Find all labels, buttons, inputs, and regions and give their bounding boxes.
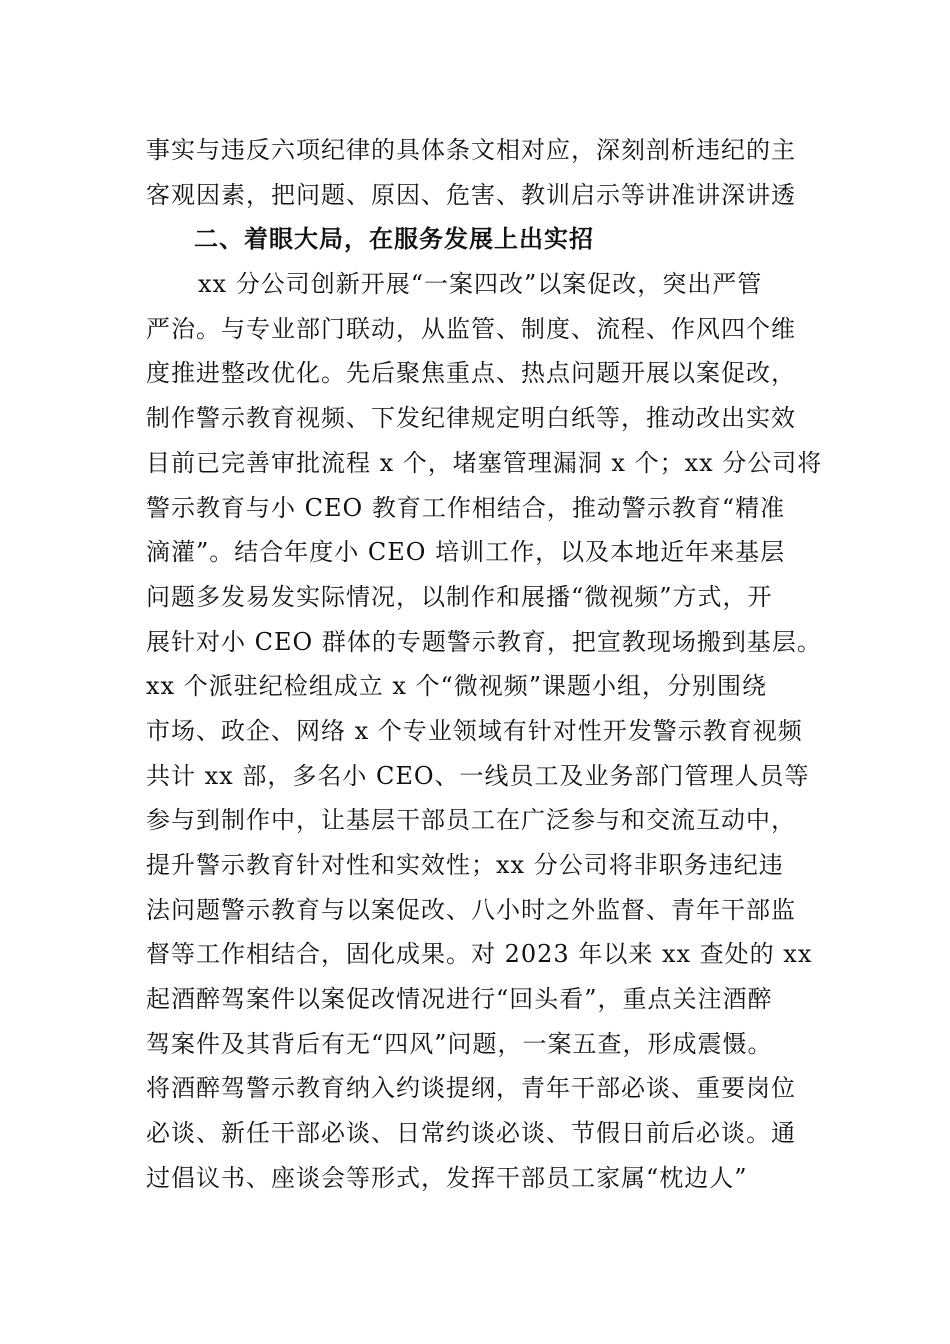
text-line: 市场、政企、网络 x 个专业领域有针对性开发警示教育视频 (146, 716, 803, 745)
text-line: 制作警示教育视频、下发纪律规定明白纸等，推动改出实效 (146, 404, 796, 433)
text-line: 起酒醉驾案件以案促改情况进行“回头看”，重点关注酒醉 (146, 985, 773, 1014)
text-line: 提升警示教育针对性和实效性；xx 分公司将非职务违纪违 (146, 851, 784, 879)
text-line: 参与到制作中，让基层干部员工在广泛参与和交流互动中， (146, 806, 796, 835)
text-line: 度推进整改优化。先后聚焦重点、热点问题开展以案促改， (146, 359, 796, 388)
body-text (146, 128, 826, 1201)
text-line: 过倡议书、座谈会等形式，发挥干部员工家属“枕边人” (146, 1163, 748, 1192)
text-line: 目前已完善审批流程 x 个，堵塞管理漏洞 x 个；xx 分公司将 (146, 448, 823, 477)
text-line: 滴灌”。结合年度小 CEO 培训工作，以及本地近年来基层 (146, 538, 786, 567)
text-line: 将酒醉驾警示教育纳入约谈提纲，青年干部必谈、重要岗位 (146, 1074, 796, 1103)
text-line: 严治。与专业部门联动，从监管、制度、流程、作风四个维 (146, 314, 796, 343)
text-line: 客观因素，把问题、原因、危害、教训启示等讲准讲深讲透 (146, 180, 796, 209)
text-line: 展针对小 CEO 群体的专题警示教育，把宣教现场搬到基层。 (146, 627, 822, 656)
text-line: 必谈、新任干部必谈、日常约谈必谈、节假日前后必谈。通 (146, 1119, 796, 1148)
text-line: xx 分公司创新开展“一案四改”以案促改，突出严管 (198, 270, 763, 299)
text-line: 共计 xx 部，多名小 CEO、一线员工及业务部门管理人员等 (146, 761, 810, 790)
text-line: 法问题警示教育与以案促改、八小时之外监督、青年干部监 (146, 895, 796, 924)
text-line: 督等工作相结合，固化成果。对 2023 年以来 xx 查处的 xx (146, 940, 813, 969)
text-line: xx 个派驻纪检组成立 x 个“微视频”课题小组，分别围绕 (146, 672, 768, 701)
text-line: 事实与违反六项纪律的具体条文相对应，深刻剖析违纪的主 (146, 136, 796, 164)
text-line: 警示教育与小 CEO 教育工作相结合，推动警示教育“精准 (146, 493, 786, 522)
section-heading: 二、着眼大局，在服务发展上出实招 (194, 225, 594, 254)
text-line: 问题多发易发实际情况，以制作和展播“微视频”方式，开 (146, 582, 773, 611)
text-line: 驾案件及其背后有无“四风”问题，一案五查，形成震慑。 (146, 1029, 773, 1058)
